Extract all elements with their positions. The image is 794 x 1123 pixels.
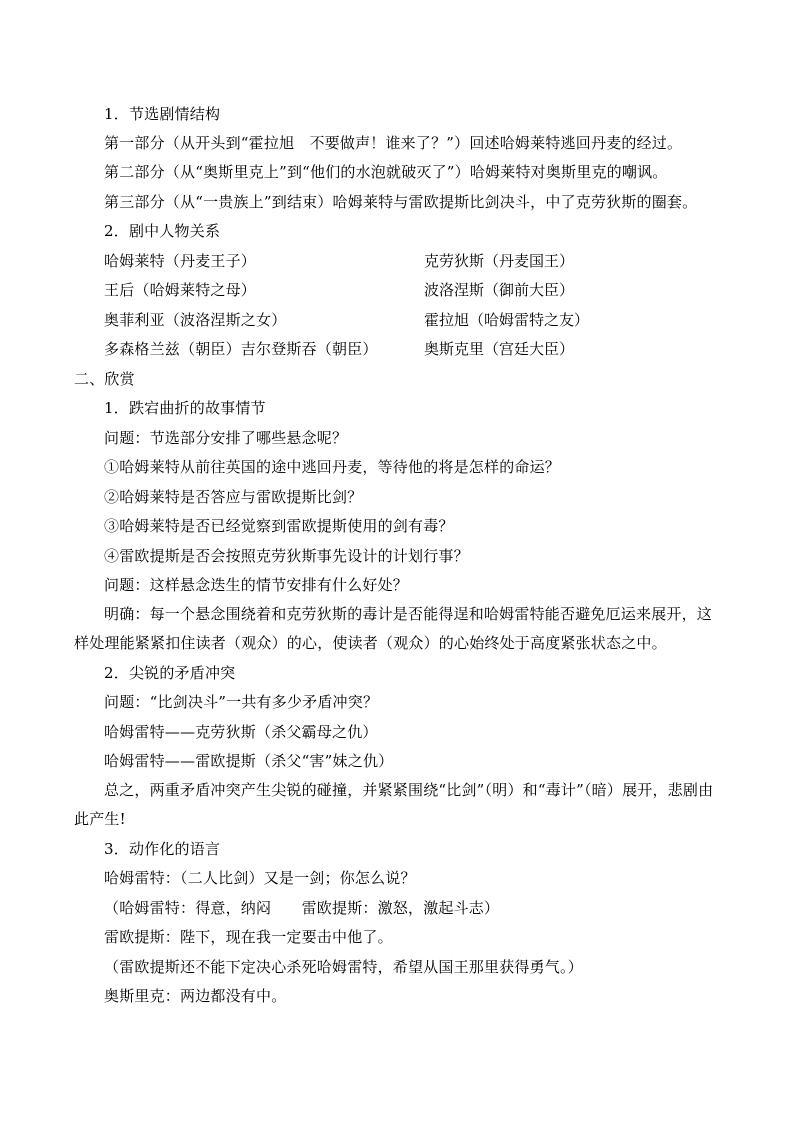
character-right-3: 霍拉旭（哈姆雷特之友）: [424, 311, 590, 329]
suspense-4: ④雷欧提斯是否会按照克劳狄斯事先设计的计划行事？: [104, 547, 469, 565]
character-left-2: 王后（哈姆莱特之母）: [104, 281, 257, 299]
character-right-2: 波洛涅斯（御前大臣）: [424, 281, 575, 299]
answer-paragraph: 明确：每一个悬念围绕着和克劳狄斯的毒计是否能得逞和哈姆雷特能否避免厄运来展开，这样处理能紧紧扣住读者（观众）的心，使读者（观众）的心始终处于高度紧张状态之中。: [74, 605, 713, 652]
conflict-1: 哈姆雷特——克劳狄斯（杀父霸母之仇）: [104, 723, 378, 741]
note-1: （哈姆雷特：得意，纳闷 雷欧提斯：激怒，激起斗志）: [104, 899, 500, 917]
suspense-3: ③哈姆莱特是否已经觉察到雷欧提斯使用的剑有毒？: [104, 517, 454, 535]
character-right-4: 奥斯克里（宫廷大臣）: [424, 340, 575, 358]
text-part-three: 第三部分（从“一贵族上”到结束）哈姆莱特与雷欧提斯比剑决斗，中了克劳狄斯的圈套。: [104, 193, 698, 211]
dialogue-2: 雷欧提斯：陛下，现在我一定要击中他了。: [104, 928, 393, 946]
character-left-3: 奥菲利亚（波洛涅斯之女）: [104, 311, 287, 329]
character-left-4: 多森格兰兹（朝臣）吉尔登斯吞（朝臣）: [104, 340, 378, 358]
heading-character-relations: 2．剧中人物关系: [104, 222, 221, 240]
question-conflict: 问题：“比剑决斗”一共有多少矛盾冲突？: [104, 693, 379, 711]
heading-language: 3．动作化的语言: [104, 840, 221, 858]
conflict-2: 哈姆雷特——雷欧提斯（杀父“害”妹之仇）: [104, 752, 394, 770]
suspense-2: ②哈姆莱特是否答应与雷欧提斯比剑？: [104, 488, 363, 506]
dialogue-3: 奥斯里克：两边都没有中。: [104, 987, 287, 1005]
note-2: （雷欧提斯还不能下定决心杀死哈姆雷特，希望从国王那里获得勇气。）: [104, 958, 583, 976]
text-part-one: 第一部分（从开头到“霍拉旭 不要做声！谁来了？”）回述哈姆莱特逃回丹麦的经过。: [104, 134, 683, 152]
heading-conflict: 2．尖锐的矛盾冲突: [104, 664, 236, 682]
question-suspense: 问题：节选部分安排了哪些悬念呢？: [104, 429, 348, 447]
character-right-1: 克劳狄斯（丹麦国王）: [424, 252, 575, 270]
heading-plot-structure: 1．节选剧情结构: [104, 105, 221, 123]
heading-plot: 1．跌宕曲折的故事情节: [104, 399, 266, 417]
dialogue-1: 哈姆雷特：（二人比剑）又是一剑；你怎么说？: [104, 869, 416, 887]
suspense-1: ①哈姆莱特从前往英国的途中逃回丹麦，等待他的将是怎样的命运？: [104, 458, 561, 476]
question-benefit: 问题：这样悬念迭生的情节安排有什么好处？: [104, 576, 409, 594]
summary-paragraph: 总之，两重矛盾冲突产生尖锐的碰撞，并紧紧围绕“比剑”（明）和“毒计”（暗）展开，悲剧由此产生!: [74, 781, 714, 828]
character-left-1: 哈姆莱特（丹麦王子）: [104, 252, 257, 270]
section-appreciation: 二、欣赏: [74, 370, 135, 388]
text-part-two: 第二部分（从“奥斯里克上”到“他们的水泡就破灭了”）哈姆莱特对奥斯里克的嘲讽。: [104, 163, 668, 181]
